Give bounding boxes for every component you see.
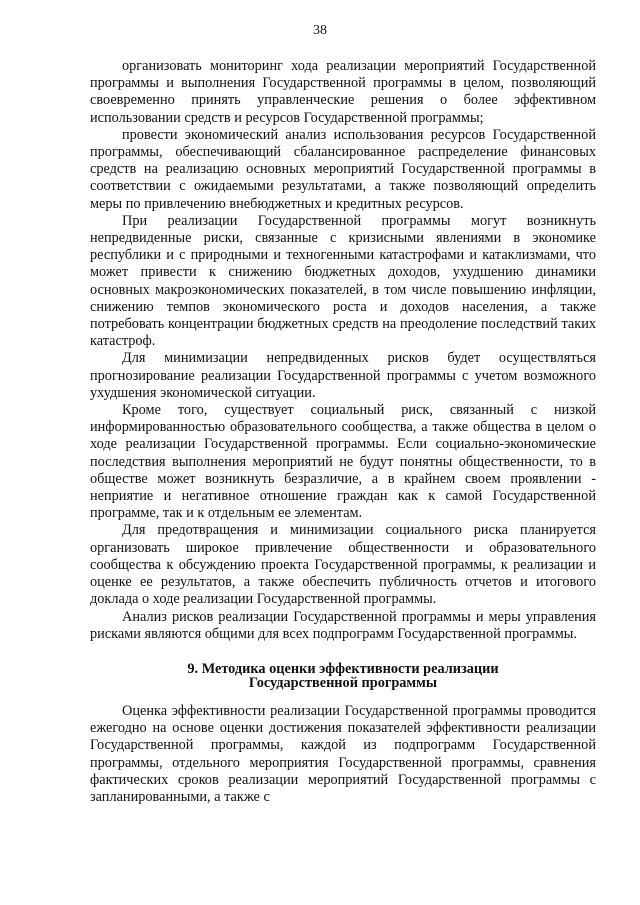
paragraph: Оценка эффективности реализации Государственной программы проводится ежегодно на основе оценки достижения показателей эффективности реализации Государственной программы, каждой из подпрограмм Государственной программы, отдельного мероприятия Государственной программы, сравнения фактических сроков реализации мероприятий Государственной программы с запланированными, а также с — [90, 702, 596, 805]
paragraph: Кроме того, существует социальный риск, связанный с низкой информированностью образовательного сообщества, а также общества в целом о ходе реализации Государственной программы. Если социально-экономические последствия выполнения мероприятий не будут понятны общественности, то в обществе может возникнуть безразличие, а в крайнем своем проявлении - неприятие и негативное отношение граждан как к самой Государственной программе, так и к отдельным ее элементам. — [90, 402, 596, 522]
paragraph: При реализации Государственной программы могут возникнуть непредвиденные риски, связанные с кризисными явлениями в экономике республики и с природными и техногенными катастрофами и катаклизмами, что может привести к снижению бюджетных доходов, ухудшению динамики основных макроэкономических показателей, в том числе повышению инфляции, снижению темпов экономического роста и доходов населения, а также потребовать концентрации бюджетных средств на преодоление последствий таких катастроф. — [90, 212, 596, 350]
document-body — [90, 58, 596, 806]
section-heading-line-1: 9. Методика оценки эффективности реализации — [187, 660, 499, 677]
paragraph: Для минимизации непредвиденных рисков будет осуществляться прогнозирование реализации Государственной программы с учетом возможного ухудшения экономической ситуации. — [90, 350, 596, 401]
paragraph: Анализ рисков реализации Государственной программы и меры управления рисками являются общими для всех подпрограмм Государственной программы. — [90, 608, 596, 642]
paragraph: Для предотвращения и минимизации социального риска планируется организовать широкое привлечение общественности и образовательного сообщества к обсуждению проекта Государственной программы, к реализации и оценке ее результатов, а также обеспечить публичность отчетов и итогового доклада о ходе реализации Государственной программы. — [90, 522, 596, 608]
section-heading — [90, 662, 596, 691]
section-heading-line-2: Государственной программы — [248, 675, 438, 692]
paragraph: провести экономический анализ использования ресурсов Государственной программы, обеспечивающий сбалансированное распределение финансовых средств на реализацию основных мероприятий Государственной программы в соответствии с ожидаемыми результатами, а также позволяющий определить меры по привлечению внебюджетных и кредитных ресурсов. — [90, 126, 596, 212]
page-number: 38 — [313, 23, 327, 38]
paragraph: организовать мониторинг хода реализации мероприятий Государственной программы и выполнения Государственной программы в целом, позволяющий своевременно принять управленческие решения о более эффективном использовании средств и ресурсов Государственной программы; — [90, 58, 596, 126]
